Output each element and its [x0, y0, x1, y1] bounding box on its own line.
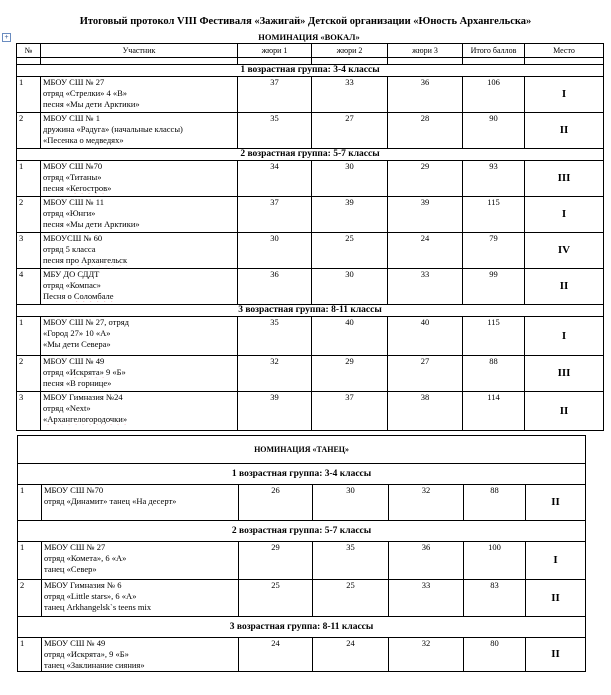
participant-cell — [41, 77, 238, 113]
jury-score-3: 27 — [388, 356, 463, 392]
jury-score-1: 26 — [239, 485, 313, 521]
table-row — [17, 197, 604, 233]
table-row — [18, 485, 586, 521]
dance-results-table — [17, 435, 586, 672]
place-value: III — [525, 356, 604, 392]
col-header-place: Место — [525, 44, 604, 58]
spacer-row — [17, 58, 604, 65]
document-title: Итоговый протокол VIII Фестиваля «Зажигай» Детской организации «Юность Архангельска» — [79, 16, 532, 27]
place-value: I — [525, 317, 604, 356]
table-row — [18, 638, 586, 672]
jury-score-2: 24 — [313, 638, 389, 672]
participant-cell — [41, 233, 238, 269]
jury-score-2: 25 — [313, 580, 389, 617]
participant-cell — [41, 392, 238, 431]
jury-score-2: 25 — [312, 233, 388, 269]
participant-line: МБОУ Гимназия № 6 — [44, 580, 122, 590]
total-score: 115 — [463, 197, 525, 233]
participant-line: отряд «Юнги» — [43, 208, 96, 218]
row-number: 2 — [17, 356, 41, 392]
dance-nomination-title: НОМИНАЦИЯ «ТАНЕЦ» — [18, 436, 586, 464]
participant-line: дружина «Радуга» (начальные классы) — [43, 124, 183, 134]
participant-cell — [42, 542, 239, 580]
participant-cell — [41, 317, 238, 356]
participant-line: отряд «Титаны» — [43, 172, 102, 182]
col-header-number: № — [17, 44, 41, 58]
place-value: II — [525, 113, 604, 149]
jury-score-3: 38 — [388, 392, 463, 431]
row-number: 1 — [18, 638, 42, 672]
jury-score-1: 32 — [238, 356, 312, 392]
jury-score-1: 36 — [238, 269, 312, 305]
participant-line: отряд «Искрята», 9 «Б» — [44, 649, 129, 659]
age-group-title: 3 возрастная группа: 8-11 классы — [18, 617, 586, 638]
age-group-title: 2 возрастная группа: 5-7 классы — [18, 521, 586, 542]
jury-score-3: 28 — [388, 113, 463, 149]
participant-line: отряд «Next» — [43, 403, 91, 413]
place-value: I — [525, 77, 604, 113]
jury-score-3: 33 — [388, 269, 463, 305]
jury-score-2: 39 — [312, 197, 388, 233]
table-row — [17, 356, 604, 392]
age-group-row — [17, 149, 604, 161]
table-row — [17, 269, 604, 305]
jury-score-3: 33 — [389, 580, 464, 617]
table-row — [18, 542, 586, 580]
total-score: 100 — [464, 542, 526, 580]
participant-line: песня «В горнице» — [43, 378, 112, 388]
age-group-title: 1 возрастная группа: 3-4 классы — [17, 65, 604, 77]
jury-score-2: 37 — [312, 392, 388, 431]
participant-line: МБУ ДО СДДТ — [43, 269, 100, 279]
spellcheck-underline: Искрята» — [69, 367, 106, 377]
jury-score-1: 34 — [238, 161, 312, 197]
participant-cell — [42, 638, 239, 672]
spellcheck-underline: Соломбале — [71, 291, 114, 301]
participant-cell — [42, 485, 239, 521]
col-header-total: Итого баллов — [463, 44, 525, 58]
total-score: 79 — [463, 233, 525, 269]
total-score: 88 — [464, 485, 526, 521]
participant-line: отряд 5 класса — [43, 244, 96, 254]
age-group-row — [18, 521, 586, 542]
participant-line: МБОУ СШ № 49 — [44, 638, 106, 648]
row-number: 2 — [17, 197, 41, 233]
participant-cell — [42, 580, 239, 617]
table-row — [18, 580, 586, 617]
total-score: 114 — [463, 392, 525, 431]
participant-line: песня «Мы дети Арктики» — [43, 99, 140, 109]
participant-line: МБОУ Гимназия №24 — [43, 392, 123, 402]
row-number: 2 — [17, 113, 41, 149]
participant-line: танец «Заклинание сияния» — [44, 660, 145, 670]
place-value: II — [526, 485, 586, 521]
row-number: 1 — [17, 317, 41, 356]
place-value: III — [525, 161, 604, 197]
total-score: 80 — [464, 638, 526, 672]
row-number: 4 — [17, 269, 41, 305]
age-group-row — [17, 65, 604, 77]
jury-score-3: 29 — [388, 161, 463, 197]
vocal-nomination-title: НОМИНАЦИЯ «ВОКАЛ» — [258, 32, 360, 42]
col-header-participant: Участник — [41, 44, 238, 58]
participant-line: отряд «Комета», 6 «А» — [44, 553, 127, 563]
place-value: IV — [525, 233, 604, 269]
table-move-handle-icon[interactable]: + — [2, 33, 11, 42]
spellcheck-underline: «Архангелогородочки» — [43, 414, 128, 424]
participant-line: танец «Север» — [44, 564, 97, 574]
participant-line — [43, 414, 235, 425]
jury-score-1: 35 — [238, 317, 312, 356]
col-header-jury-3: жюри 3 — [388, 44, 463, 58]
participant-line: песня про Архангельск — [43, 255, 128, 265]
participant-line: МБОУ СШ №70 — [44, 485, 104, 495]
jury-score-2: 35 — [313, 542, 389, 580]
participant-line: Песня о Соломбале — [43, 291, 114, 301]
jury-score-3: 32 — [389, 638, 464, 672]
table-row — [17, 233, 604, 269]
table-row — [17, 317, 604, 356]
place-value: II — [525, 392, 604, 431]
header-row — [17, 44, 604, 58]
age-group-row — [17, 305, 604, 317]
jury-score-2: 27 — [312, 113, 388, 149]
jury-score-3: 32 — [389, 485, 464, 521]
participant-line: отряд «Динамит» танец «На десерт» — [44, 496, 177, 506]
jury-score-1: 30 — [238, 233, 312, 269]
place-value: II — [525, 269, 604, 305]
place-value: II — [526, 638, 586, 672]
participant-line: отряд «Искрята» 9 «Б» — [43, 367, 126, 377]
participant-line: «Песенка о медведях» — [43, 135, 124, 145]
jury-score-2: 30 — [313, 485, 389, 521]
participant-line: МБОУ СШ № 27 — [43, 77, 105, 87]
table-row — [17, 161, 604, 197]
participant-cell — [41, 113, 238, 149]
participant-cell — [41, 356, 238, 392]
jury-score-2: 40 — [312, 317, 388, 356]
participant-line: отряд «Стрелки» 4 «В» — [43, 88, 128, 98]
table-row — [17, 392, 604, 431]
participant-line: отряд «Компас» — [43, 280, 101, 290]
participant-line: МБОУСШ № 60 — [43, 233, 103, 243]
participant-line: отряд «Little stars», 6 «А» — [44, 591, 137, 601]
participant-line: песня «Мы дети Арктики» — [43, 219, 140, 229]
jury-score-1: 24 — [239, 638, 313, 672]
total-score: 90 — [463, 113, 525, 149]
participant-line: МБОУ СШ № 1 — [43, 113, 101, 123]
spellcheck-underline: про Архангельск — [65, 255, 128, 265]
row-number: 2 — [18, 580, 42, 617]
place-value: I — [526, 542, 586, 580]
total-score: 88 — [463, 356, 525, 392]
total-score: 115 — [463, 317, 525, 356]
age-group-title: 3 возрастная группа: 8-11 классы — [17, 305, 604, 317]
row-number: 3 — [17, 392, 41, 431]
age-group-row — [18, 617, 586, 638]
total-score: 83 — [464, 580, 526, 617]
jury-score-1: 39 — [238, 392, 312, 431]
participant-line: «Город 27» 10 «А» — [43, 328, 111, 338]
jury-score-1: 29 — [239, 542, 313, 580]
place-value: II — [526, 580, 586, 617]
jury-score-2: 30 — [312, 269, 388, 305]
participant-line: песня «Кегостров» — [43, 183, 112, 193]
age-group-title: 1 возрастная группа: 3-4 классы — [18, 464, 586, 485]
jury-score-1: 37 — [238, 197, 312, 233]
row-number: 3 — [17, 233, 41, 269]
jury-score-1: 35 — [238, 113, 312, 149]
table-row — [17, 77, 604, 113]
total-score: 106 — [463, 77, 525, 113]
participant-line: МБОУ СШ № 27, отряд — [43, 317, 129, 327]
jury-score-1: 25 — [239, 580, 313, 617]
participant-line: «Мы дети Севера» — [43, 339, 111, 349]
participant-line: МБОУ СШ № 49 — [43, 356, 105, 366]
participant-cell — [41, 269, 238, 305]
row-number: 1 — [17, 161, 41, 197]
jury-score-2: 30 — [312, 161, 388, 197]
jury-score-3: 39 — [388, 197, 463, 233]
jury-score-2: 29 — [312, 356, 388, 392]
jury-score-2: 33 — [312, 77, 388, 113]
jury-score-3: 24 — [388, 233, 463, 269]
vocal-results-table — [16, 43, 604, 431]
participant-line: танец Arkhangelsk`s teens mix — [44, 602, 152, 612]
jury-score-3: 40 — [388, 317, 463, 356]
col-header-jury-2: жюри 2 — [312, 44, 388, 58]
place-value: I — [525, 197, 604, 233]
total-score: 93 — [463, 161, 525, 197]
total-score: 99 — [463, 269, 525, 305]
age-group-row — [18, 464, 586, 485]
spellcheck-underline: Кегостров — [70, 183, 108, 193]
row-number: 1 — [18, 485, 42, 521]
spellcheck-underline: Искрята», — [70, 649, 107, 659]
dance-title-row — [18, 436, 586, 464]
participant-cell — [41, 197, 238, 233]
age-group-title: 2 возрастная группа: 5-7 классы — [17, 149, 604, 161]
row-number: 1 — [18, 542, 42, 580]
col-header-jury-1: жюри 1 — [238, 44, 312, 58]
table-row — [17, 113, 604, 149]
jury-score-3: 36 — [389, 542, 464, 580]
participant-cell — [41, 161, 238, 197]
row-number: 1 — [17, 77, 41, 113]
participant-line: МБОУ СШ № 11 — [43, 197, 104, 207]
participant-line: МБОУ СШ № 27 — [44, 542, 106, 552]
jury-score-1: 37 — [238, 77, 312, 113]
participant-line: МБОУ СШ №70 — [43, 161, 103, 171]
jury-score-3: 36 — [388, 77, 463, 113]
